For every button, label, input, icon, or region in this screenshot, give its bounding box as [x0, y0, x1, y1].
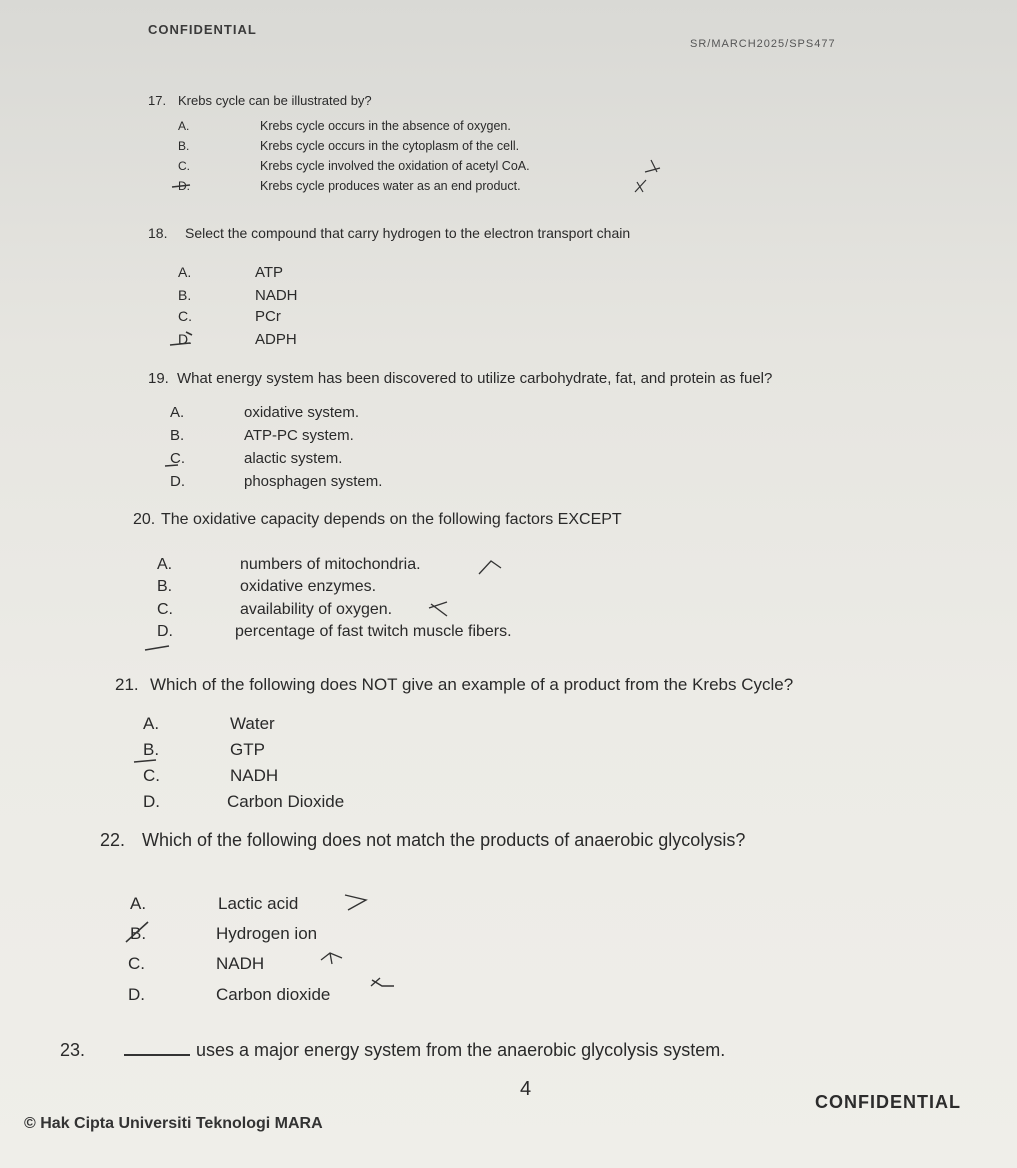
option-letter: D. [157, 623, 173, 640]
option-text: Water [230, 714, 275, 733]
option-text: availability of oxygen. [240, 601, 393, 618]
option-letter: D. [128, 985, 145, 1004]
question-text-body: uses a major energy system from the anaerobic glycolysis system. [196, 1040, 726, 1060]
option-text: Carbon Dioxide [227, 792, 345, 811]
option-text: oxidative enzymes. [240, 578, 377, 595]
option-letter: A. [130, 894, 147, 913]
answer-underline-mark [143, 640, 173, 654]
option-text: Krebs cycle produces water as an end product. [260, 179, 521, 193]
option-letter: C. [143, 766, 160, 785]
cross-mark [318, 948, 346, 968]
option-text: Krebs cycle occurs in the cytoplasm of the cell. [260, 139, 520, 153]
question-number: 21. [115, 675, 139, 694]
cross-mark [342, 890, 372, 914]
option-letter: A. [178, 119, 190, 133]
answer-blank [124, 1054, 190, 1056]
footer-copyright: © Hak Cipta Universiti Teknologi MARA [24, 1115, 323, 1132]
option-text: alactic system. [244, 450, 343, 467]
option-letter: B. [157, 578, 173, 595]
option-text: NADH [230, 766, 279, 785]
option-letter: D. [143, 792, 160, 811]
cross-mark [425, 598, 451, 620]
option-letter: A. [170, 404, 185, 421]
header-confidential: CONFIDENTIAL [148, 22, 257, 37]
question-text: Which of the following does NOT give an example of a product from the Krebs Cycle? [150, 675, 794, 694]
option-text: NADH [255, 287, 298, 304]
option-text: numbers of mitochondria. [240, 556, 421, 573]
option-text: percentage of fast twitch muscle fibers. [235, 623, 512, 640]
cross-mark [641, 156, 665, 176]
question-text [118, 1040, 725, 1061]
option-text: Krebs cycle involved the oxidation of acetyl CoA. [260, 159, 530, 173]
option-letter: D. [170, 473, 185, 490]
question-text: Which of the following does not match the products of anaerobic glycolysis? [142, 830, 746, 850]
option-letter: C. [178, 159, 190, 173]
answer-underline-mark [162, 451, 182, 469]
question-number: 19. [148, 370, 169, 387]
page-number: 4 [520, 1078, 532, 1100]
option-letter: B. [143, 740, 160, 759]
option-text: PCr [255, 308, 281, 325]
question-number: 17. [148, 93, 167, 108]
option-letter: C. [178, 308, 192, 324]
option-text: oxidative system. [244, 404, 360, 421]
option-text: ATP-PC system. [244, 427, 354, 444]
option-letter: B. [178, 139, 190, 153]
question-text: The oxidative capacity depends on the following factors EXCEPT [161, 511, 622, 528]
option-text: Hydrogen ion [216, 924, 318, 943]
question-number: 18. [148, 225, 168, 241]
option-text: Carbon dioxide [216, 985, 331, 1004]
option-letter: A. [143, 714, 160, 733]
option-letter: C. [128, 954, 145, 973]
answer-underline-mark [132, 752, 162, 766]
question-number: 20. [133, 511, 156, 528]
cross-mark [368, 972, 398, 994]
option-letter: D. [178, 331, 192, 347]
option-text: GTP [230, 740, 265, 759]
option-letter: B. [178, 287, 192, 303]
question-number: 23. [60, 1040, 86, 1060]
footer-confidential: CONFIDENTIAL [815, 1092, 961, 1112]
cross-mark [475, 556, 505, 578]
cross-mark [631, 176, 651, 196]
question-number: 22. [100, 830, 126, 850]
question-text: Krebs cycle can be illustrated by? [178, 93, 372, 108]
option-letter: C. [170, 450, 185, 467]
option-letter: B. [130, 924, 147, 943]
option-letter: A. [157, 556, 173, 573]
answer-underline-mark [170, 176, 192, 190]
answer-underline-mark [122, 918, 152, 948]
option-text: ADPH [255, 331, 297, 348]
answer-underline-mark [168, 328, 196, 348]
option-letter: B. [170, 427, 185, 444]
header-paper-code: SR/MARCH2025/SPS477 [690, 38, 836, 50]
option-letter: A. [178, 264, 192, 280]
option-letter: D. [178, 179, 190, 193]
question-text: What energy system has been discovered to utilize carbohydrate, fat, and protein as fuel? [177, 370, 773, 387]
option-text: ATP [255, 264, 284, 281]
option-text: phosphagen system. [244, 473, 383, 490]
option-text: Krebs cycle occurs in the absence of oxygen. [260, 119, 511, 133]
option-text: Lactic acid [218, 894, 299, 913]
question-text: Select the compound that carry hydrogen to the electron transport chain [185, 225, 631, 241]
option-letter: C. [157, 601, 173, 618]
option-text: NADH [216, 954, 265, 973]
